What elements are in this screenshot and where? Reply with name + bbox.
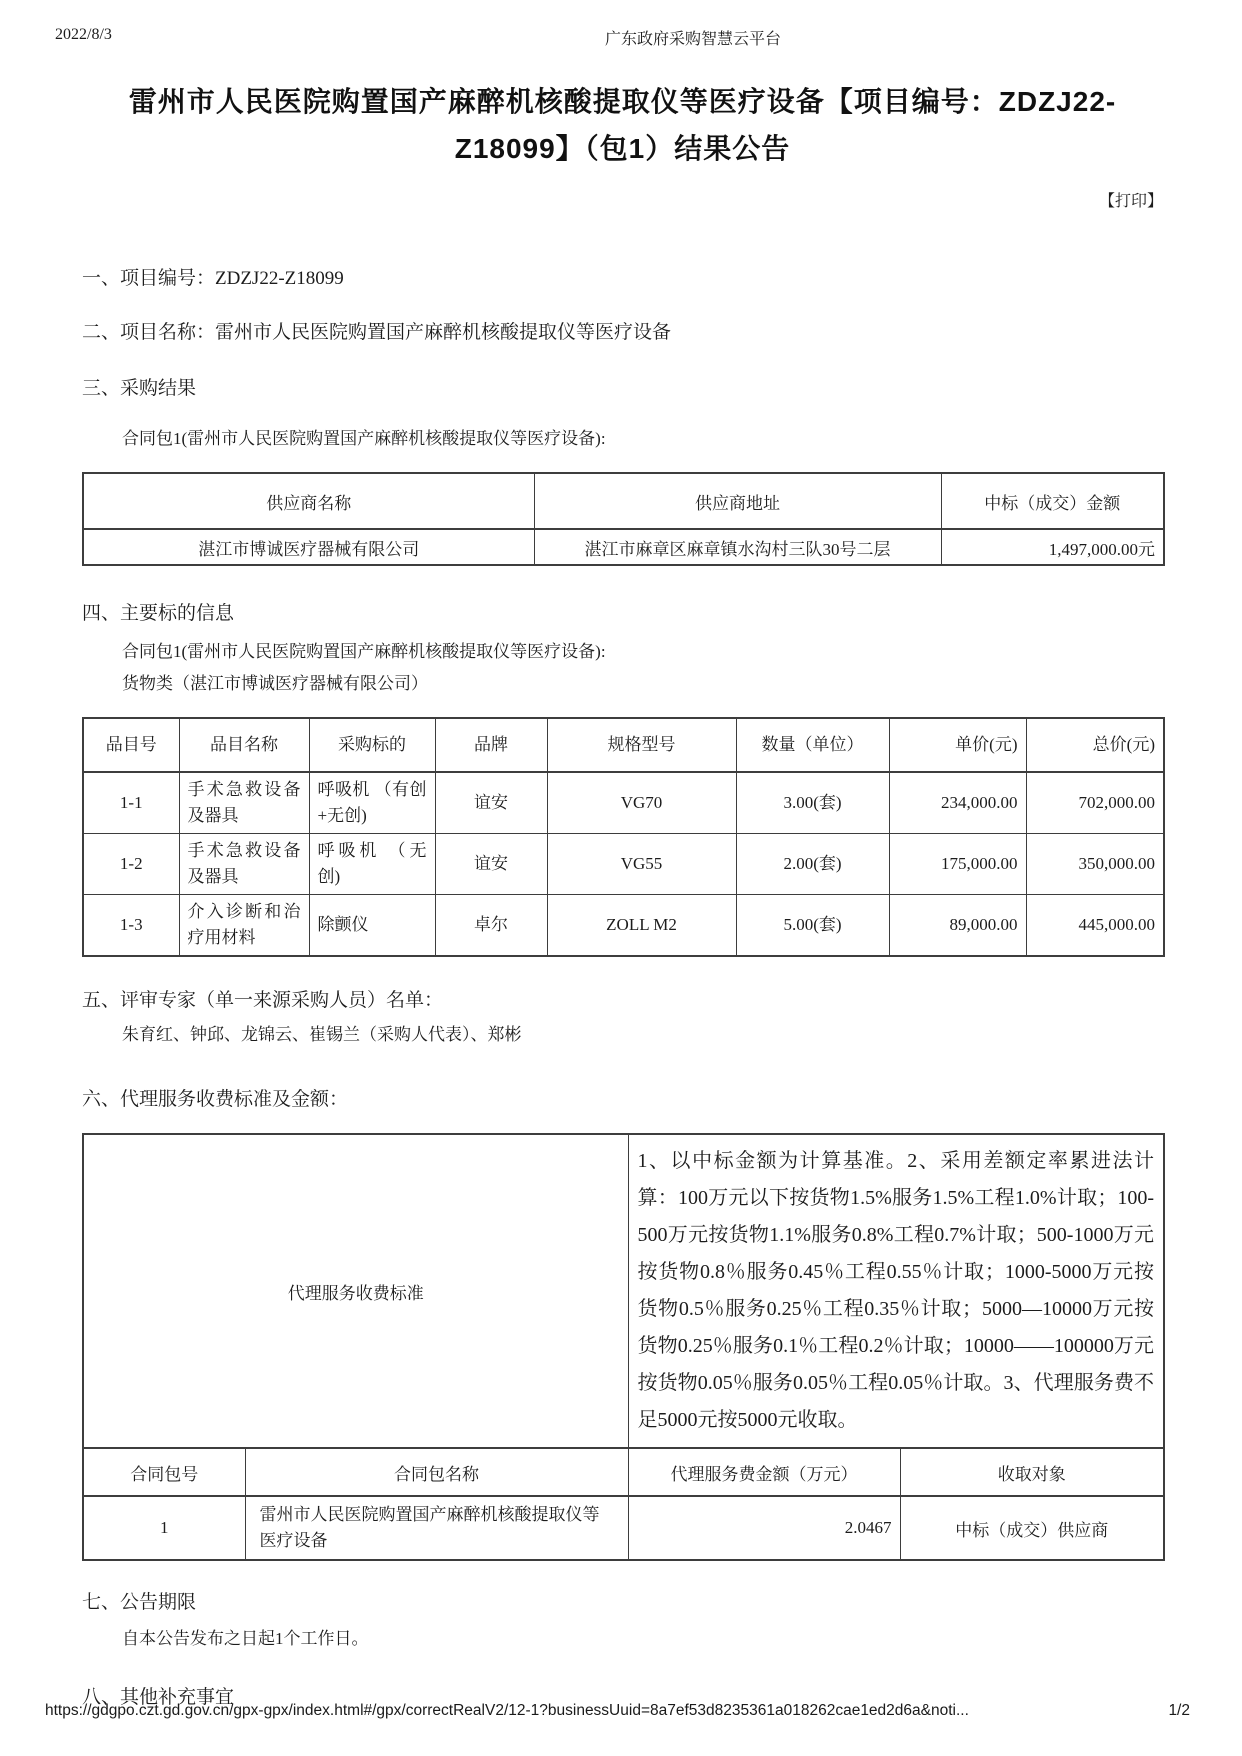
quantity-cell: 5.00(套) <box>736 895 889 957</box>
column-header-model: 规格型号 <box>547 718 736 772</box>
print-button-row <box>82 188 1163 211</box>
subject-category-line: 货物类（湛江市博诚医疗器械有限公司） <box>122 674 428 693</box>
column-header-package-no: 合同包号 <box>83 1448 245 1496</box>
footer-page-indicator: 1/2 <box>1168 1702 1190 1719</box>
table-header-row <box>83 473 1164 529</box>
column-header-award-amount: 中标（成交）金额 <box>941 473 1164 529</box>
item-no-cell: 1-1 <box>83 772 179 834</box>
column-header-unit-price: 单价(元) <box>889 718 1026 772</box>
column-header-fee-amount: 代理服务费金额（万元） <box>628 1448 900 1496</box>
experts-names: 朱育红、钟邱、龙锦云、崔锡兰（采购人代表）、郑彬 <box>122 1025 522 1044</box>
item-name-cell: 手术急救设备及器具 <box>179 772 309 834</box>
award-amount-cell: 1,497,000.00元 <box>941 529 1164 565</box>
column-header-supplier-name: 供应商名称 <box>83 473 534 529</box>
procurement-target-cell: 呼吸机 （有创+无创) <box>309 772 435 834</box>
model-cell: VG70 <box>547 772 736 834</box>
column-header-package-name: 合同包名称 <box>245 1448 628 1496</box>
section-heading-main-subject: 四、主要标的信息 <box>82 603 235 624</box>
model-cell: ZOLL M2 <box>547 895 736 957</box>
package-name-cell: 雷州市人民医院购置国产麻醉机核酸提取仪等医疗设备 <box>245 1496 628 1560</box>
brand-cell: 谊安 <box>435 772 547 834</box>
section-heading-experts: 五、评审专家（单一来源采购人员）名单： <box>82 990 444 1011</box>
column-header-supplier-address: 供应商地址 <box>534 473 941 529</box>
table-row <box>83 834 1164 895</box>
column-header-total-price: 总价(元) <box>1026 718 1164 772</box>
section-heading-project-number: 一、项目编号：ZDZJ22-Z18099 <box>82 268 344 289</box>
unit-price-cell: 175,000.00 <box>889 834 1026 895</box>
column-header-item-no: 品目号 <box>83 718 179 772</box>
site-title: 广东政府采购智慧云平台 <box>604 31 782 48</box>
fee-standard-row <box>83 1134 1164 1448</box>
procurement-target-cell: 除颤仪 <box>309 895 435 957</box>
footer-url: https://gdgpo.czt.gd.gov.cn/gpx-gpx/index.html#/gpx/correctRealV2/12-1?businessUuid=8a7ef53d8235361a018262cae1ed2d6a&noti... <box>45 1702 969 1719</box>
items-table <box>82 717 1165 957</box>
print-button[interactable]: 【打印】 <box>1098 193 1163 210</box>
column-header-brand: 品牌 <box>435 718 547 772</box>
result-table <box>82 472 1165 566</box>
table-row <box>83 529 1164 565</box>
quantity-cell: 2.00(套) <box>736 834 889 895</box>
brand-cell: 卓尔 <box>435 895 547 957</box>
table-row <box>83 772 1164 834</box>
supplier-name-cell: 湛江市博诚医疗器械有限公司 <box>83 529 534 565</box>
model-cell: VG55 <box>547 834 736 895</box>
section-heading-other-matters: 八、其他补充事宜 <box>82 1687 235 1708</box>
table-header-row <box>83 718 1164 772</box>
section-heading-agency-fee: 六、代理服务收费标准及金额： <box>82 1089 349 1110</box>
result-package-line: 合同包1(雷州市人民医院购置国产麻醉机核酸提取仪等医疗设备): <box>122 429 606 448</box>
fee-standard-label-cell: 代理服务收费标准 <box>83 1134 628 1448</box>
column-header-fee-payer: 收取对象 <box>900 1448 1164 1496</box>
column-header-procurement-target: 采购标的 <box>309 718 435 772</box>
item-name-cell: 手术急救设备及器具 <box>179 834 309 895</box>
quantity-cell: 3.00(套) <box>736 772 889 834</box>
item-name-cell: 介入诊断和治疗用材料 <box>179 895 309 957</box>
item-no-cell: 1-2 <box>83 834 179 895</box>
document-body <box>82 0 1163 1709</box>
brand-cell: 谊安 <box>435 834 547 895</box>
column-header-item-name: 品目名称 <box>179 718 309 772</box>
procurement-target-cell: 呼吸机 （无创) <box>309 834 435 895</box>
total-price-cell: 702,000.00 <box>1026 772 1164 834</box>
table-header-row <box>83 1448 1164 1496</box>
subject-package-line: 合同包1(雷州市人民医院购置国产麻醉机核酸提取仪等医疗设备): <box>122 642 606 661</box>
item-no-cell: 1-3 <box>83 895 179 957</box>
column-header-quantity: 数量（单位） <box>736 718 889 772</box>
total-price-cell: 350,000.00 <box>1026 834 1164 895</box>
section-heading-announcement-period: 七、公告期限 <box>82 1592 197 1613</box>
total-price-cell: 445,000.00 <box>1026 895 1164 957</box>
fee-amount-cell: 2.0467 <box>628 1496 900 1560</box>
print-footer <box>45 1702 1190 1720</box>
package-no-cell: 1 <box>83 1496 245 1560</box>
supplier-address-cell: 湛江市麻章区麻章镇水沟村三队30号二层 <box>534 529 941 565</box>
agency-fee-table <box>82 1133 1165 1561</box>
print-date: 2022/8/3 <box>55 26 112 43</box>
page-title: 雷州市人民医院购置国产麻醉机核酸提取仪等医疗设备【项目编号：ZDZJ22-Z18099】（包1）结果公告 <box>128 86 1117 164</box>
announcement-period-body: 自本公告发布之日起1个工作日。 <box>122 1629 369 1648</box>
table-row <box>83 895 1164 957</box>
unit-price-cell: 89,000.00 <box>889 895 1026 957</box>
section-heading-procurement-result: 三、采购结果 <box>82 378 197 399</box>
fee-payer-cell: 中标（成交）供应商 <box>900 1496 1164 1560</box>
fee-standard-text-cell: 1、以中标金额为计算基准。2、采用差额定率累进法计算：100万元以下按货物1.5%服务1.5%工程1.0%计取；100-500万元按货物1.1%服务0.8%工程0.7%计取；500-1000万元按货物0.8％服务0.45％工程0.55％计取；1000-5000万元按货物0.5％服务0.25％工程0.35％计取；5000—10000万元按货物0.25％服务0.1％工程0.2％计取；10000——100000万元按货物0.05％服务0.05％工程0.05％计取。3、代理服务费不足5000元按5000元收取。 <box>628 1134 1164 1448</box>
section-heading-project-name: 二、项目名称：雷州市人民医院购置国产麻醉机核酸提取仪等医疗设备 <box>82 322 672 343</box>
table-row <box>83 1496 1164 1560</box>
unit-price-cell: 234,000.00 <box>889 772 1026 834</box>
